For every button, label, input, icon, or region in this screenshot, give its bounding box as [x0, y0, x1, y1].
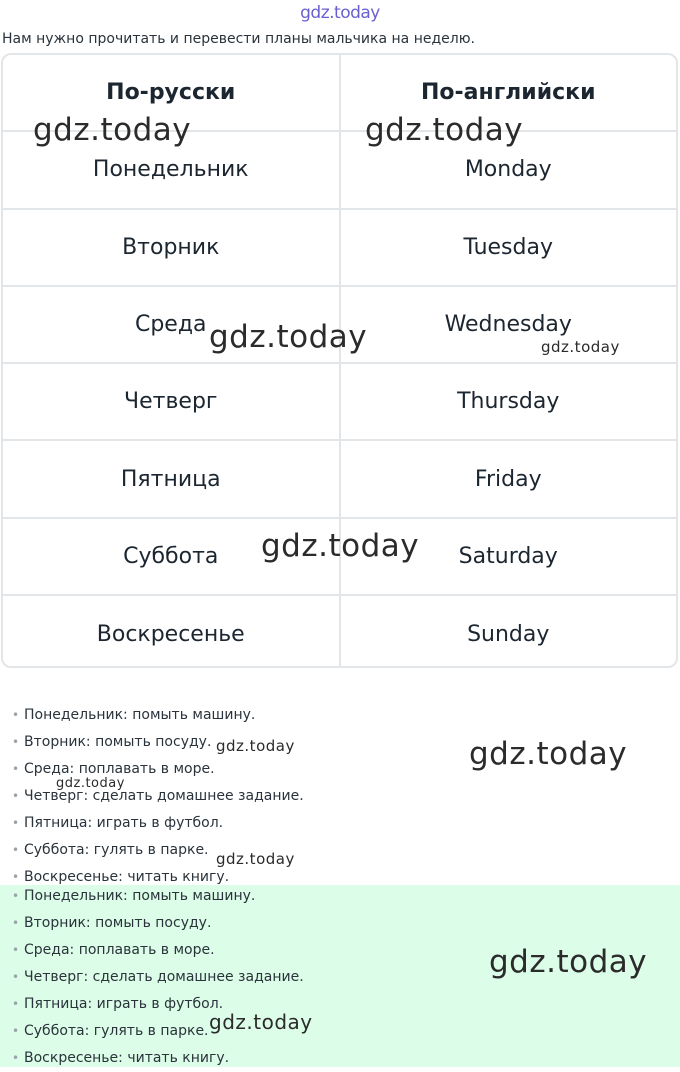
bullet-icon: •: [12, 970, 20, 984]
header-russian: По-русски: [3, 55, 341, 130]
bullet-icon: •: [12, 762, 20, 776]
list-item: • Пятница: играть в футбол.: [0, 991, 680, 1018]
cell-russian: Пятница: [3, 441, 341, 516]
list-item: • Четверг: сделать домашнее задание.: [0, 964, 680, 991]
cell-english: Monday: [464, 157, 552, 183]
list-item: • Понедельник: помыть машину.: [0, 702, 680, 729]
bullet-icon: •: [12, 789, 20, 803]
cell-english: Tuesday: [463, 234, 553, 260]
watermark: gdz.today: [216, 737, 295, 755]
cell-russian: Четверг: [3, 364, 341, 439]
cell-english: Saturday: [458, 543, 558, 569]
list-item: • Вторник: помыть посуду.: [0, 729, 680, 756]
list-item: • Понедельник: помыть машину.: [0, 883, 680, 910]
list-item: • Среда: поплавать в море.: [0, 756, 680, 783]
cell-english: Sunday: [467, 622, 550, 648]
watermark: gdz.today: [56, 776, 125, 791]
list-item: • Суббота: гулять в парке.: [0, 837, 680, 864]
table-row: [3, 596, 676, 668]
table-row: [3, 364, 676, 441]
bullet-icon: •: [12, 735, 20, 749]
cell-english: Wednesday: [444, 312, 572, 338]
bullet-icon: •: [12, 1024, 20, 1038]
watermark: gdz.today: [541, 338, 620, 356]
bullet-icon: •: [12, 943, 20, 957]
list-item: • Четверг: сделать домашнее задание.: [0, 783, 680, 810]
list-item: • Среда: поплавать в море.: [0, 937, 680, 964]
intro-text: Нам нужно прочитать и перевести планы мальчика на неделю.: [2, 31, 475, 47]
cell-english: Thursday: [457, 389, 560, 415]
bullet-icon: •: [12, 870, 20, 884]
cell-russian: Среда: [3, 287, 341, 362]
watermark: gdz.today: [33, 112, 192, 148]
bullet-icon: •: [12, 843, 20, 857]
list-item: • Суббота: гулять в парке.: [0, 1018, 680, 1045]
watermark: gdz.today: [469, 736, 628, 772]
watermark: gdz.today: [365, 112, 524, 148]
plans-list: [0, 702, 680, 891]
cell-russian: Понедельник: [3, 132, 341, 207]
list-item: • Воскресенье: читать книгу.: [0, 864, 680, 891]
table-row: [3, 210, 676, 287]
list-item: • Воскресенье: читать книгу.: [0, 1045, 680, 1072]
bullet-icon: •: [12, 708, 20, 722]
table-row: [3, 441, 676, 518]
bullet-icon: •: [12, 997, 20, 1011]
header-english: По-английски: [420, 80, 596, 106]
list-item: • Вторник: помыть посуду.: [0, 910, 680, 937]
bullet-icon: •: [12, 889, 20, 903]
bullet-icon: •: [12, 816, 20, 830]
watermark: gdz.today: [261, 528, 420, 564]
list-item: • Пятница: играть в футбол.: [0, 810, 680, 837]
bullet-icon: •: [12, 1051, 20, 1065]
watermark: gdz.today: [209, 319, 368, 355]
site-logo[interactable]: gdz.today: [300, 3, 380, 23]
watermark: gdz.today: [489, 944, 648, 980]
cell-english: Friday: [474, 466, 542, 492]
cell-russian: Суббота: [3, 519, 341, 594]
bullet-icon: •: [12, 916, 20, 930]
watermark: gdz.today: [209, 1010, 313, 1034]
watermark: gdz.today: [216, 850, 295, 868]
cell-russian: Воскресенье: [3, 596, 341, 668]
cell-russian: Вторник: [3, 210, 341, 285]
